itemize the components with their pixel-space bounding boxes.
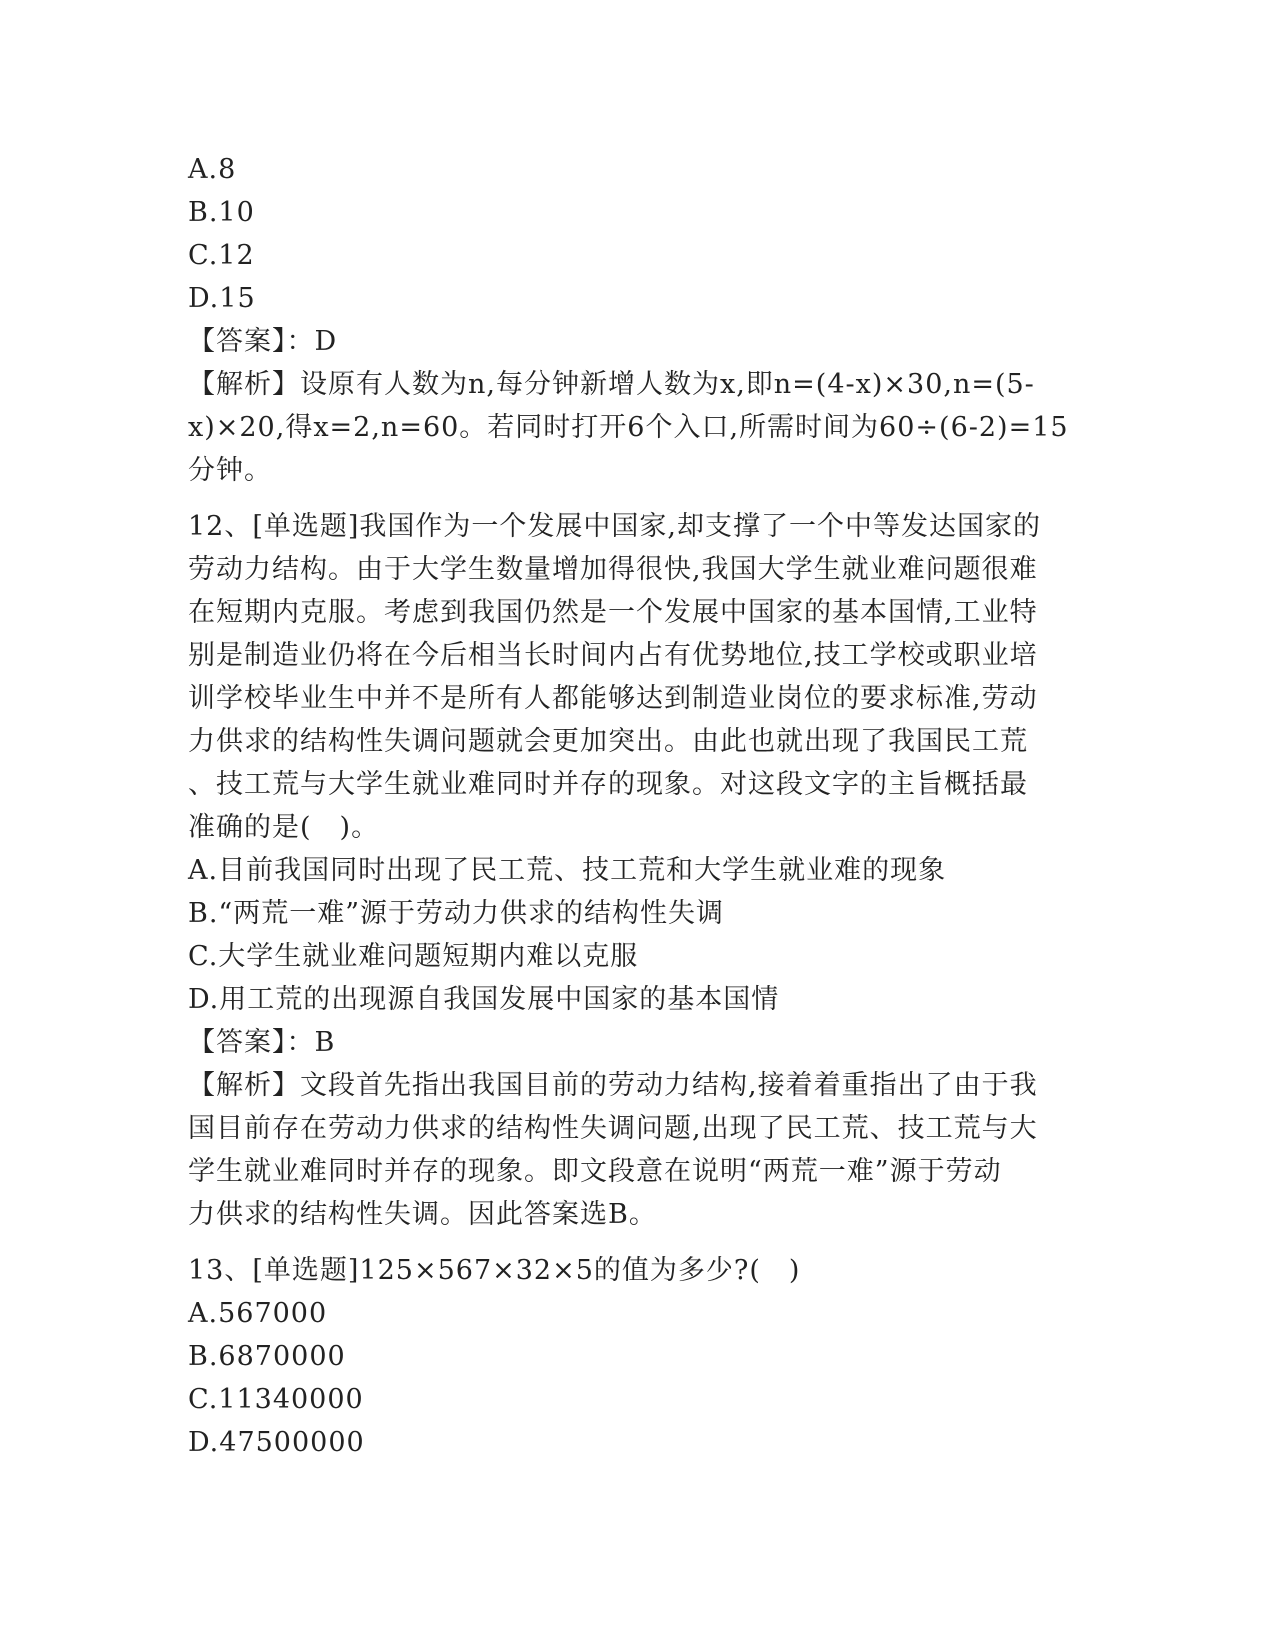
- stem-line: 在短期内克服。考虑到我国仍然是一个发展中国家的基本国情,工业特: [188, 597, 1038, 628]
- option-d: D.15: [188, 283, 256, 314]
- question-12-analysis: [188, 1064, 1078, 1236]
- option-c: C.12: [188, 240, 255, 271]
- stem-line: 12、[单选题]我国作为一个发展中国家,却支撑了一个中等发达国家的: [188, 511, 1042, 542]
- question-11-answer: 【答案】：D: [188, 326, 338, 357]
- analysis-line: 分钟。: [188, 455, 272, 486]
- question-12-answer: 【答案】：B: [188, 1027, 336, 1058]
- option-a: A.8: [188, 154, 237, 185]
- stem-line: 别是制造业仍将在今后相当长时间内占有优势地位,技工学校或职业培: [188, 640, 1038, 671]
- option-a: A.567000: [188, 1298, 328, 1329]
- stem-line: 准确的是( )。: [188, 812, 380, 843]
- analysis-line: 国目前存在劳动力供求的结构性失调问题,出现了民工荒、技工荒与大: [188, 1113, 1038, 1144]
- analysis-line: 【解析】文段首先指出我国目前的劳动力结构,接着着重指出了由于我: [188, 1070, 1038, 1101]
- question-12-options: [188, 849, 1078, 1021]
- analysis-line: 学生就业难同时并存的现象。即文段意在说明“两荒一难”源于劳动: [188, 1156, 1002, 1187]
- option-d: D.47500000: [188, 1427, 365, 1458]
- option-b: B.10: [188, 197, 255, 228]
- analysis-line: x)×20,得x=2,n=60。若同时打开6个入口,所需时间为60÷(6-2)=15: [188, 412, 1069, 443]
- option-d: D.用工荒的出现源自我国发展中国家的基本国情: [188, 984, 780, 1015]
- question-13-options: [188, 1292, 1078, 1464]
- analysis-line: 力供求的结构性失调。因此答案选B。: [188, 1199, 657, 1230]
- question-12-stem: [188, 505, 1078, 849]
- analysis-line: 【解析】设原有人数为n,每分钟新增人数为x,即n=(4-x)×30,n=(5-: [188, 369, 1035, 400]
- document-content: [188, 148, 1078, 1464]
- option-c: C.大学生就业难问题短期内难以克服: [188, 941, 639, 972]
- question-13-stem: 13、[单选题]125×567×32×5的值为多少?( ): [188, 1255, 801, 1286]
- stem-line: 力供求的结构性失调问题就会更加突出。由此也就出现了我国民工荒: [188, 726, 1028, 757]
- stem-line: 训学校毕业生中并不是所有人都能够达到制造业岗位的要求标准,劳动: [188, 683, 1038, 714]
- question-11-options: [188, 148, 1078, 320]
- option-b: B.6870000: [188, 1341, 346, 1372]
- option-c: C.11340000: [188, 1384, 364, 1415]
- stem-line: 、技工荒与大学生就业难同时并存的现象。对这段文字的主旨概括最: [188, 769, 1028, 800]
- question-11-analysis: [188, 363, 1078, 492]
- question-separator: [188, 1236, 1078, 1249]
- option-b: B.“两荒一难”源于劳动力供求的结构性失调: [188, 898, 725, 929]
- option-a: A.目前我国同时出现了民工荒、技工荒和大学生就业难的现象: [188, 855, 947, 886]
- question-separator: [188, 492, 1078, 505]
- stem-line: 劳动力结构。由于大学生数量增加得很快,我国大学生就业难问题很难: [188, 554, 1038, 585]
